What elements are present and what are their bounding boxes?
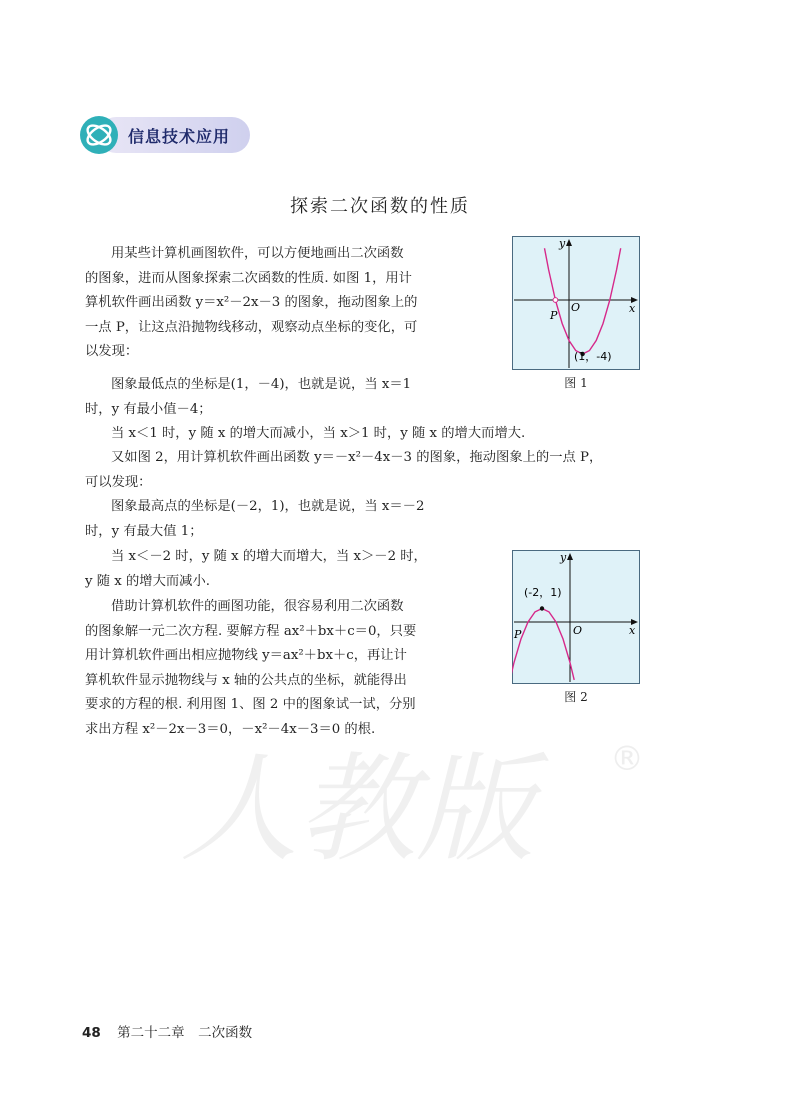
publisher-watermark (140, 730, 660, 880)
text-line: 时，y 有最大值 1； (85, 523, 203, 539)
text-line: 图象最高点的坐标是(－2，1)，也就是说，当 x＝－2 (111, 499, 425, 514)
text-line: 时，y 有最小值－4； (85, 401, 212, 417)
text-line: 一点 P，让这点沿抛物线移动，观察动点坐标的变化，可 (85, 319, 418, 335)
vertex-label: (1，-4) (574, 350, 612, 363)
y-axis-label: y (560, 551, 567, 564)
origin-label: O (573, 624, 583, 637)
text-line: 的图象，进而从图象探索二次函数的性质. 如图 1，用计 (85, 270, 412, 286)
text-line: 算机软件显示抛物线与 x 轴的公共点的坐标，就能得出 (85, 672, 407, 688)
paragraph-2 (85, 373, 485, 422)
page-footer (82, 1021, 252, 1041)
text-line: 要求的方程的根. 利用图 1、图 2 中的图象试一试，分别 (85, 697, 416, 712)
y-axis-label: y (559, 237, 566, 250)
badge-label: 信息技术应用 (128, 127, 231, 146)
page-number: 48 (82, 1025, 101, 1041)
watermark-text: 人教版 (180, 740, 535, 878)
text-line: 以发现： (85, 344, 139, 359)
text-line: y 随 x 的增大而减小. (85, 573, 210, 589)
chapter-title: 第二十二章 二次函数 (117, 1025, 253, 1041)
figure-1-caption: 图 1 (564, 376, 588, 390)
figure-2-graph (512, 550, 640, 684)
info-tech-icon (80, 116, 118, 154)
figure-1-graph (512, 236, 640, 370)
vertex-marker (540, 606, 544, 610)
text-line: 求出方程 x²－2x－3＝0，－x²－4x－3＝0 的根. (85, 721, 376, 737)
text-line: 算机软件画出函数 y＝x²－2x－3 的图象，拖动图象上的 (85, 295, 418, 310)
registered-mark-icon: ® (610, 739, 644, 779)
paragraph-1 (85, 242, 485, 365)
vertex-label: (-2，1) (524, 586, 562, 599)
text-line: 的图象解一元二次方程. 要解方程 ax²＋bx＋c＝0，只要 (85, 623, 417, 639)
point-p-marker (553, 298, 558, 303)
text-line: 又如图 2，用计算机软件画出函数 y＝－x²－4x－3 的图象，拖动图象上的一点 P， (111, 450, 603, 465)
origin-label: O (571, 301, 581, 314)
x-axis-label: x (629, 624, 636, 637)
page-title: 探索二次函数的性质 (290, 196, 470, 217)
section-badge (80, 117, 250, 153)
text-line: 可以发现： (85, 474, 152, 490)
text-line: 用计算机软件画出相应抛物线 y＝ax²＋bx＋c，再让计 (85, 648, 407, 663)
text-line: 当 x＜－2 时，y 随 x 的增大而增大，当 x＞－2 时， (111, 549, 427, 564)
paragraph-6 (85, 545, 485, 594)
text-line: 借助计算机软件的画图功能，很容易利用二次函数 (111, 599, 404, 614)
point-p-label: P (514, 628, 522, 641)
point-p-label: P (550, 309, 558, 322)
paragraph-7 (85, 595, 485, 742)
x-axis-label: x (629, 302, 636, 315)
figure-2-caption: 图 2 (564, 690, 588, 704)
paragraph-4 (85, 446, 725, 495)
paragraph-3: 当 x＜1 时，y 随 x 的增大而减小，当 x＞1 时，y 随 x 的增大而增大. (111, 426, 526, 441)
text-line: 用某些计算机画图软件，可以方便地画出二次函数 (111, 246, 404, 261)
paragraph-5 (85, 495, 485, 544)
text-line: 图象最低点的坐标是(1，－4)，也就是说，当 x＝1 (111, 377, 412, 392)
